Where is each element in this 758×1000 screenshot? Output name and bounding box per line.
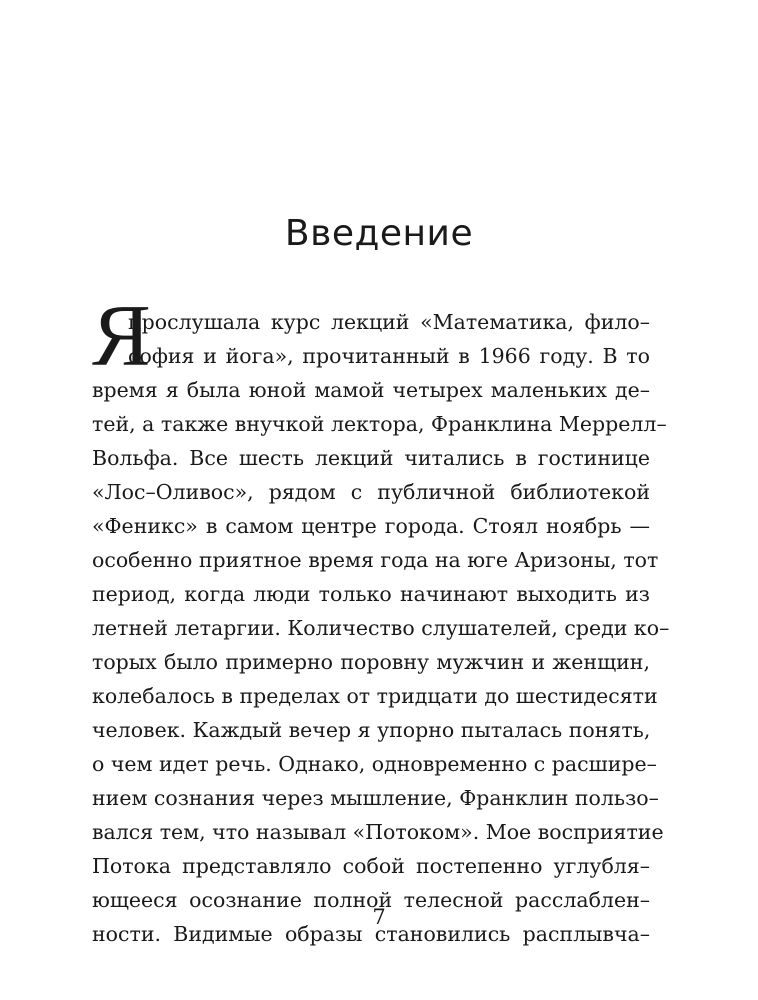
text-line: торых было примерно поровну мужчин и женщин, (92, 650, 650, 674)
text-line: вался тем, что называл «Потоком». Мое восприятие (92, 820, 664, 844)
text-line: колебалось в пределах от тридцати до шестидесяти (92, 684, 658, 708)
chapter-title: Введение (284, 213, 474, 255)
text-line: ющееся осознание полной телесной расслаблен– (92, 888, 650, 912)
text-line: о чем идет речь. Однако, одновременно с расшире– (92, 752, 657, 776)
text-line: нием сознания через мышление, Франклин пользо– (92, 786, 659, 810)
text-line: Потока представляло собой постепенно углубля– (92, 854, 650, 878)
text-line: «Феникс» в самом центре города. Стоял ноябрь — (92, 514, 650, 538)
text-line: ности. Видимые образы становились расплывча– (92, 922, 650, 946)
text-line: летней летаргии. Количество слушателей, среди ко– (92, 616, 670, 640)
text-line: период, когда люди только начинают выходить из (92, 582, 650, 606)
text-line: прослушала курс лекций «Математика, фило– (128, 310, 650, 334)
text-line: особенно приятное время года на юге Аризоны, тот (92, 548, 659, 572)
text-line: «Лос–Оливос», рядом с публичной библиотекой (92, 480, 650, 504)
text-line: тей, а также внучкой лектора, Франклина Меррелл– (92, 412, 667, 436)
text-line: Вольфа. Все шесть лекций читались в гостинице (92, 446, 650, 470)
body-paragraph (92, 305, 670, 951)
drop-cap: Я (92, 288, 151, 385)
text-line: время я была юной мамой четырех маленьких де– (92, 378, 650, 402)
text-line: человек. Каждый вечер я упорно пыталась понять, (92, 718, 651, 742)
text-line: софия и йога», прочитанный в 1966 году. В то (128, 344, 650, 368)
page-number: 7 (372, 905, 386, 929)
